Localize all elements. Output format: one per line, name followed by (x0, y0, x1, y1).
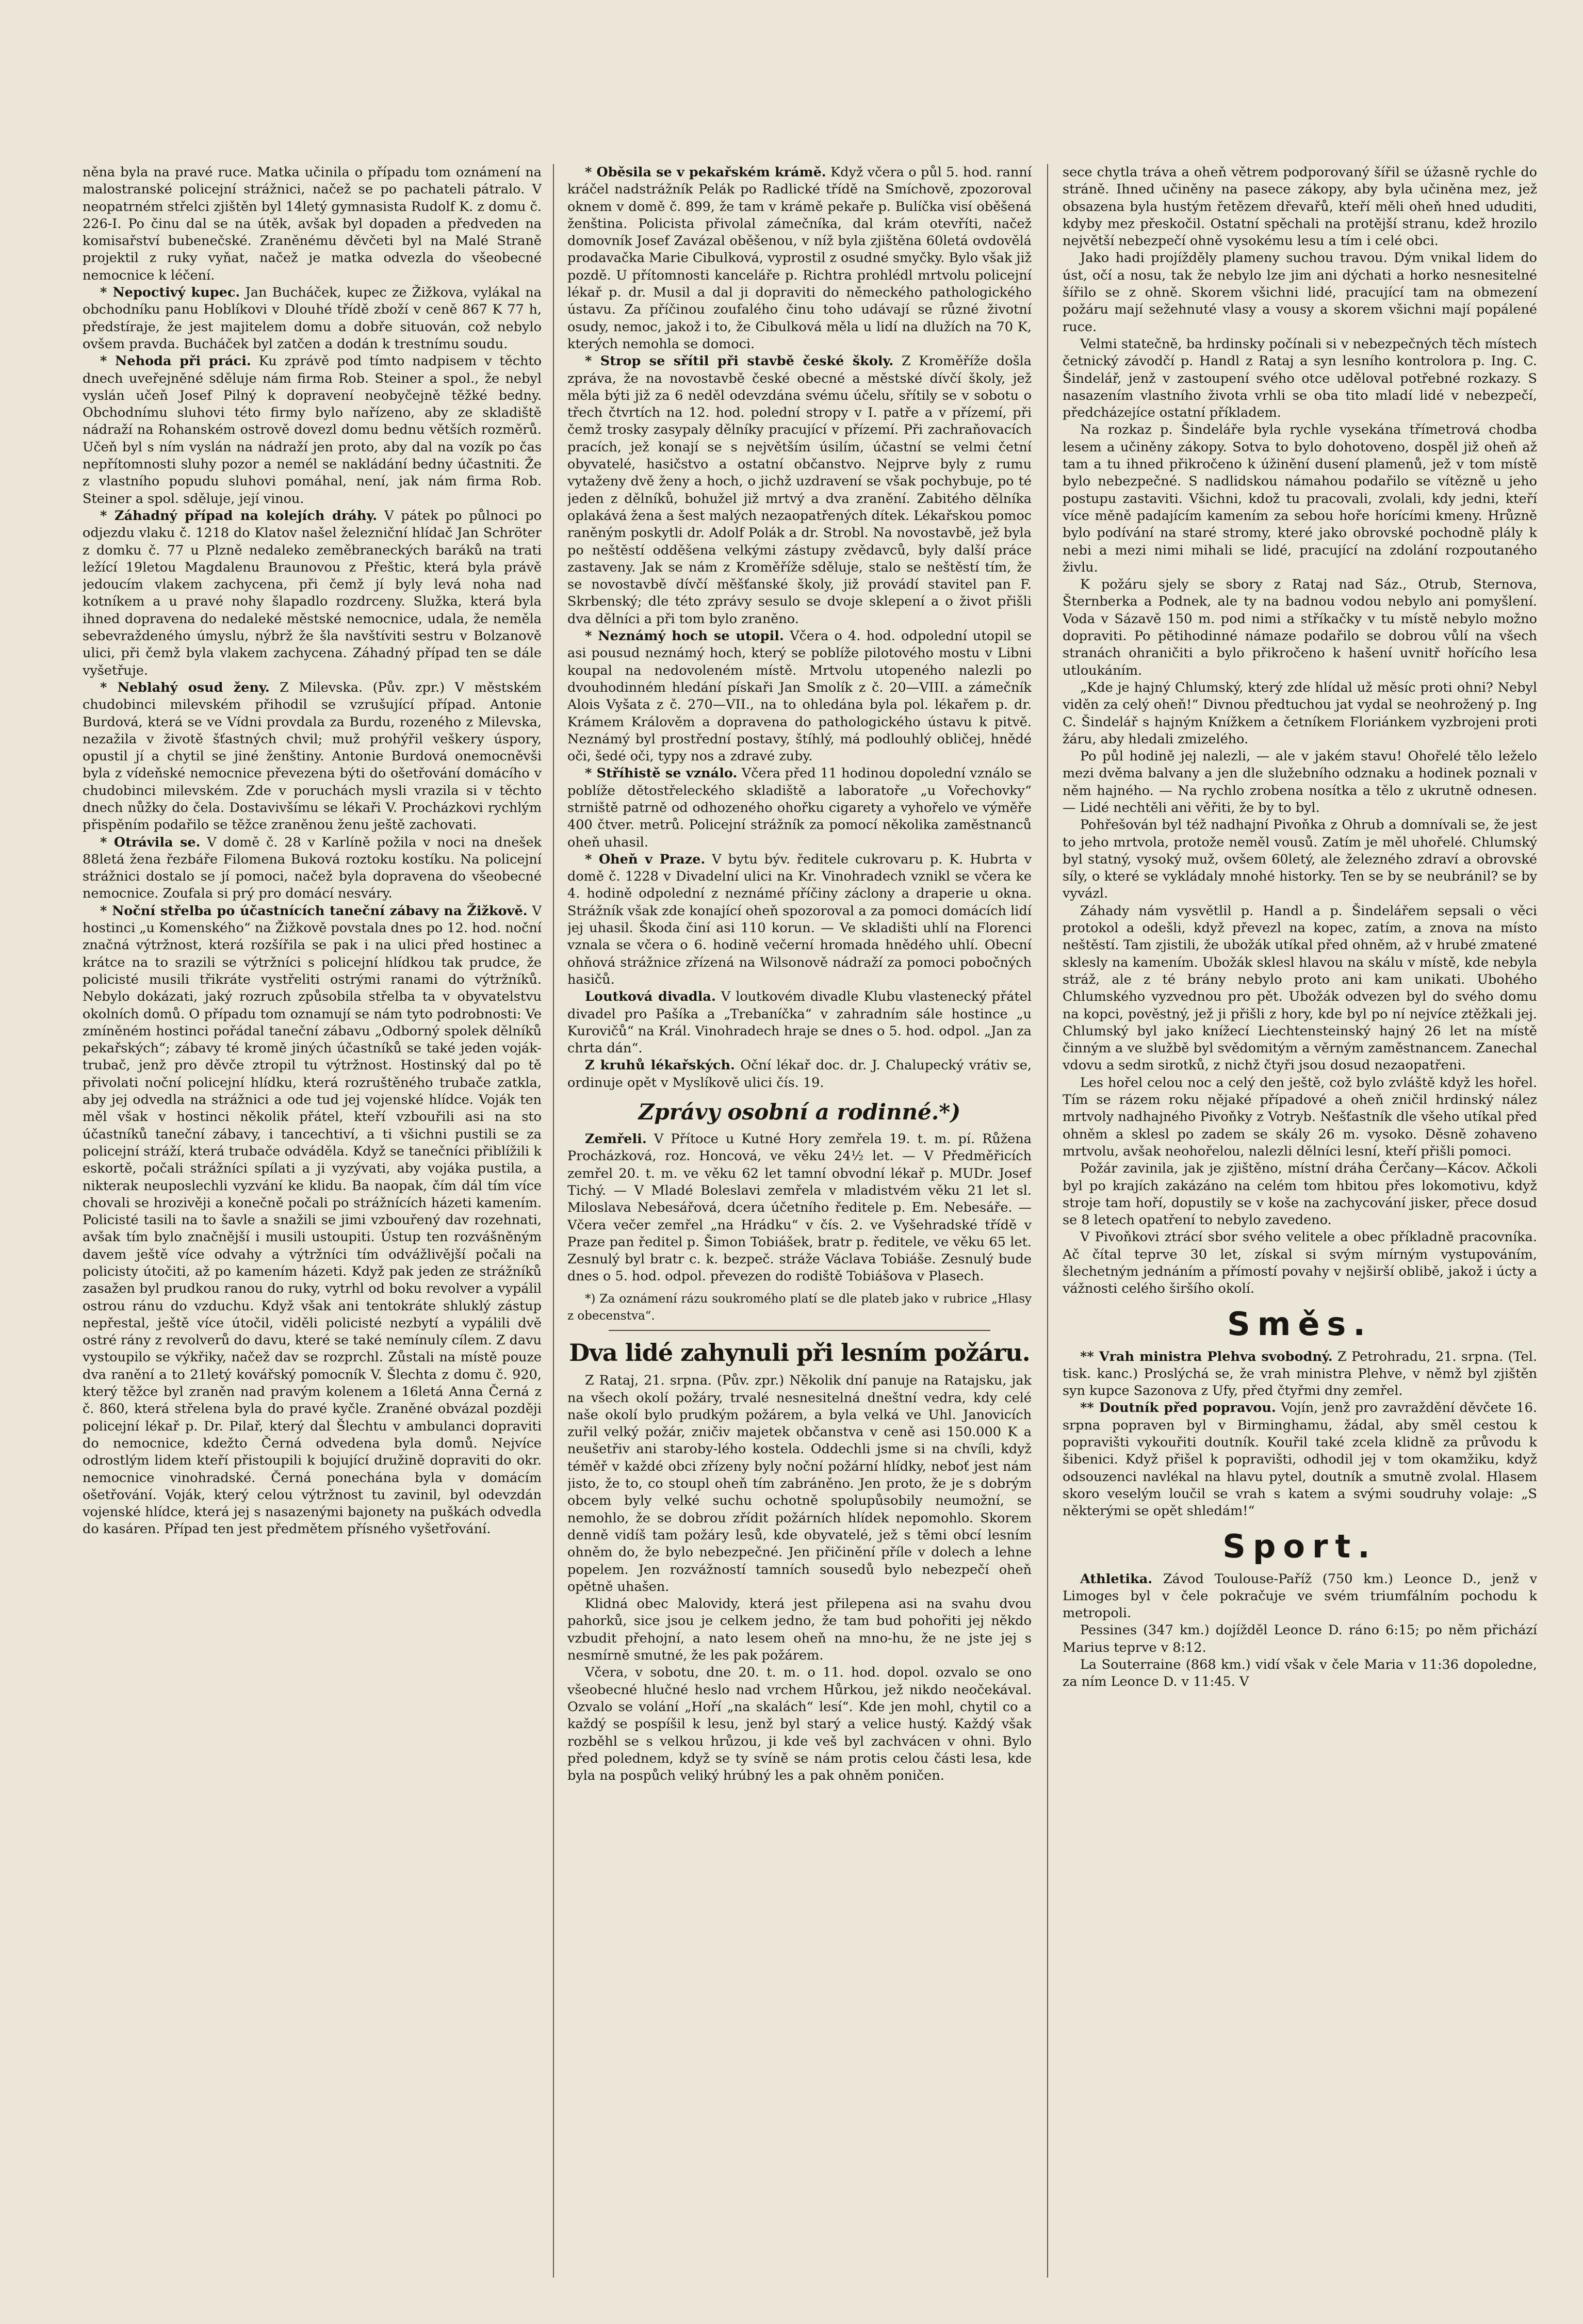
news-headline: Zemřeli. (585, 1131, 647, 1147)
news-headline: * Stříhistě se vználo. (585, 766, 738, 782)
article-paragraph: Po půl hodině jej nalezli, — ale v jakém stavu! Ohořelé tělo leželo mezi dvěma balvany a jen dle služebního odznaku a hodinek poznali v něm hajného. — Na rychlo zrobena nosítka a tělo z ukrutně odnesen. — Lidé nechtěli ani věřiti, že by to byl. (1063, 749, 1537, 816)
news-item (567, 1057, 1032, 1092)
news-headline: * Noční střelba po účastnících taneční zábavy na Žižkově. (100, 903, 528, 919)
news-body: V bytu býv. ředitele cukrovaru p. K. Hubrta v domě č. 1228 v Divadelní ulici na Kr. Vinohradech vznikl se včera ke 4. hodině odpolední z neznámé příčiny záclony a draperie u okna. Strážník však zde konající oheň spozoroval a za pomoci domácích lidí jej uhasil. Škoda činí asi 110 korun. — Ve skladišti uhlí na Florenci vznala se včera o 6. hodině večerní hromada hnědého uhlí. Obecní ohňová strážnice zřízená na Wilsonově nádraží za pomoci pobočných hasičů. (567, 851, 1032, 987)
article-paragraph: Jako hadi projížděly plameny suchou travou. Dým vnikal lidem do úst, očí a nosu, tak že nebylo lze jim ani dýchati a horko nesnesitelné šířilo se z ohně. Skorem všichni lidé, pracující tam na obmezení požáru mají sežehnuté vlasy a vousy a skorem všichni mají popálené ruce. (1063, 250, 1537, 335)
news-body: V domě č. 28 v Karlíně požila v noci na dnešek 88letá žena řezbáře Filomena Buková roztoku kostíku. Na policejní strážnici dostalo se jí pomoci, načež byla dopravena do všeobecné nemocnice. Zoufala si prý pro domácí nesváry. (83, 834, 542, 902)
news-headline: * Neblahý osud ženy. (100, 679, 270, 695)
article-paragraph: K požáru sjely se sbory z Rataj nad Sáz., Otrub, Sternova, Šternberka a Podnek, ale ty na badnou vodou nebylo ani pomyšlení. Voda v Sázavě 150 m. pod nimi a stříkačky v tu místě nebylo možno dopraviti. Po pětihodinné námaze podařilo se dobrou vůlí na všech stranách ohraničiti a bylo přikročeno k hašení uvnitř hořícího lesa utloukáním. (1063, 577, 1537, 678)
article-paragraph: Velmi statečně, ba hrdinsky počínali si v nebezpečných těch místech četnický závodčí p. Handl z Rataj a syn lesního kontrolora p. Ing. C. Šindelář, jenž v zastoupení svého otce uděloval potřebné rozkazy. S nasazením vlastního života vrhli se oba tito mladí lidé v nebezpečí, předcházejíce ostatní příkladem. (1063, 336, 1537, 421)
news-body: Včera o 4. hod. odpolední utopil se asi pousud neznámý hoch, který se poblíže pilotového mostu v Libni koupal na nedovoleném místě. Mrtvolu utopeného nalezli po dvouhodinném hledání pískaři Jan Smolík z č. 20—VIII. a zámečník Alois Vyšata z č. 270—VII., na to ohledána byla pol. lékařem p. dr. Krámem Králověm a dopravena do pathologického ústavu k pitvě. Neznámý byl prostřední postavy, štíhlý, má podlouhlý obličej, hnědé oči, šedé oči, typy nos a zdravé zuby. (567, 628, 1032, 765)
news-item (1063, 1400, 1537, 1520)
article-paragraph: Požár zavinila, jak je zjištěno, místní dráha Čerčany—Kácov. Ačkoli byl po krajích zakázáno na celém tom hbitou přes lokomotivu, když stroje tam hoří, dopustily se v koše na zachycování jisker, přece dosud se 8 letech opatření to nebylo zavedeno. (1063, 1161, 1537, 1228)
article-paragraph: „Kde je hajný Chlumský, který zde hlídal už měsíc proti ohni? Nebyl viděn za celý oheň!“ Divnou předtuchou jat vydal se neohrožený p. Ing C. Šindelář s hajným Knížkem a četníkem Floriánkem vyzbrojeni proti žáru, aby hledali zmizelého. (1063, 679, 1537, 747)
article-paragraph: Pohřešován byl též nadhajní Pivoňka z Ohrub a domnívali se, že jest to jeho mrtvola, protože neměl vousů. Zatím je měl uhořelé. Chlumský byl statný, vysoký muž, ovšem 60letý, ale železného zdraví a obrovské síly, o které se vykládaly mnohé historky. Ten se by se neubránil? se by vyvázl. (1063, 817, 1537, 902)
article-paragraph: sece chytla tráva a oheň větrem podporovaný šířil se úžasně rychle do stráně. Ihned učiněny na pasece zákopy, aby byla učiněna mez, jež obsazena byla hustým řetězem dřevařů, kteří měli oheň hned ududiti, kdyby mez přeskočil. Ostatní spěchali na protější stranu, kdež hrozilo největší nebezpečí ohně vysokému lesu a tím i celé obci. (1063, 165, 1537, 249)
news-body: V hostinci „u Komenského“ na Žižkově povstala dnes po 12. hod. noční značná výtržnost, která rozšířila se pak i na ulici před hostinec a krátce na to srazili se výtržníci s policejní hlídkou tak prudce, že policisté musili třikráte vystřeliti ostrými ranami do výtržníků. Nebylo dokázati, jaký rozruch způsobila střelba ta v obyvatelstvu okolních domů. O případu tom oznamují se nám tyto podrobnosti: Ve zmíněném hostinci pořádal taneční zábavu „Odborný spolek dělníků pekařských“; zábavy té kromě jiných účastníků se také jeden voják-trubač, jenž pro děvče ztropil tu výtržnost. Hostinský dal po tě přivolati noční policejní hlídku, která rozruštěného trubače zatkla, aby jej odvedla na strážnici a ode tud jej vojenské hlídce. Voják ten měl však v hostinci několik přátel, kteří vzbouřili asi na sto účastníků taneční zábavy, i tancechtiví, a ti všichni pustili se za policejní stráží, která trubače odváděla. Když se tanečníci přiblížili k eskortě, počali strážníci spílati a ji vyzývati, aby vojáka pustila, a nikterak neuposlechli vyzvání ke klidu. Ba naopak, čím dál tím více chovali se hrozivěji a konečně počali po strážnících házeti kamením. Policisté tasili na to šavle a snažili se jimi vzbouřený dav rozehnati, avšak tím bylo značnější i musili ustoupiti. Ústup ten rozvášněným davem ještě více odvahy a výtržníci tím odvážlivější počali na policisty útočiti, až po kamením házeti. Když pak jeden ze strážníků zasažen byl prudkou ranou do ruky, vytrhl od boku revolver a vypálil ostrou ránu do vzduchu. Když však ani tentokráte shluklý zástup nepřestal, ještě více útočil, viděli policisté nezbytí a vypálili dvě ostré rány z revolverů do davu, které se také nemínuly cílem. Z davu vystoupilo se výkřiky, načež dav se rozprchl. Zůstali na místě pouze dva ranění a to 21letý kovářský pomocník V. Šlechta z domu č. 920, který těžce byl zraněn nad pravým kolenem a 16letá Anna Černá z č. 860, která střelena byla do pravé kyčle. Zraněné obvázal později policejní lékař p. Dr. Pilař, který dal Šlechtu v ambulanci dopraviti do nemocnice, kdežto Černá odvedena byla domů. Nejvíce odrostlým lidem kteří přistoupili k bojující družině dopraviti do okr. nemocnice vinohradské. Černá ponechána byla v domácím ošetřování. Voják, který celou výtržnost tu zavinil, byl odevzdán vojenské hlídce, která jej s nasazenými bajonety na puškách odvedla do kasáren. Případ ten jest předmětem přísného vyšetřování. (83, 903, 542, 1537)
news-body: Závod Toulouse-Paříž (750 km.) Leonce D., jenž v Limoges byl v čele pokračuje ve svém triumfálním pochodu k metropoli. (1063, 1571, 1537, 1621)
news-item (83, 679, 542, 834)
news-body: Oční lékař doc. dr. J. Chalupecký vrátiv se, ordinuje opět v Myslíkově ulici čís. 19. (567, 1058, 1032, 1091)
news-body: V pátek po půlnoci po odjezdu vlaku č. 1218 do Klatov našel železniční hlídač Jan Schröter z domku č. 77 u Plzně nedaleko zeměbraneckých baráků na trati ležící 19letou Magdalenu Braunovou z Přeštic, která byla právě jedoucím vlakem zachycena, při čemž jí byly levá noha nad kotníkem a u pravé nohy šlapadlo rozdrceny. Služka, která byla ihned dopravena do nedaleké městské nemocnice, udala, že neměla sebevraždeného úmyslu, nýbrž že šla navštíviti sestru v Bolzanově ulici, při čemž byla vlakem zachycena. Záhadný případ ten se dále vyšetřuje. (83, 508, 542, 678)
news-item (83, 508, 542, 679)
news-headline: * Oběsila se v pekařském krámě. (585, 165, 826, 180)
news-headline: * Otrávila se. (100, 834, 201, 850)
article-paragraph: V Pivoňkovi ztrácí sbor svého velitele a obec příkladně pracovníka. Ač čítal teprve 30 let, získal si svým mírným vystupováním, šlechetným jednáním a přímostí povahy v nejširší oblibě, jakož i úcty a vážnosti celého širšího okolí. (1063, 1229, 1537, 1297)
news-body: Když včera o půl 5. hod. ranní kráčel nadstrážník Pelák po Radlické třídě na Smíchově, zpozoroval oknem v domě č. 899, že tam v krámě pekaře p. Bulíčka visí oběšená ženština. Policista přivolal zámečníka, dal krám otevříti, načež domovník Josef Zavázal oběšenou, v níž byla zjištěna 60letá ovdovělá prodavačka Marie Cibulková, vyprostil z osudné smyčky. Bylo však již pozdě. U přítomnosti kanceláře p. Richtra prohlédl mrtvolu policejní lékař p. dr. Musil a dal ji dopraviti do německého pathologického ústavu. Za příčinou zoufalého činu toho udávají se různé životní osudy, nemoc, jakož i to, že Cibulková měla u lidí na dlužích na 70 K, kterých nemohla se domoci. (567, 165, 1032, 352)
news-item (567, 164, 1032, 353)
news-item (83, 903, 542, 1538)
article-paragraph: něna byla na pravé ruce. Matka učinila o případu tom oznámení na malostranské policejní strážnici, načež se po pachateli pátralo. V neopatrném střelci zjištěn byl 14letý gymnasista Rudolf K. z domu č. 226-I. Po činu dal se na útěk, avšak byl dopaden a předveden na komisařství bubenečské. Zraněnému děvčeti byl na Malé Straně projektil z ruky vyňat, načež je matka odvezla do všeobecné nemocnice k léčení. (83, 165, 542, 283)
news-headline: Athletika. (1080, 1571, 1153, 1587)
news-body: V Přítoce u Kutné Hory zemřela 19. t. m. pí. Růžena Procházková, roz. Honcová, ve věku 24½ let. — V Předměřicích zemřel 20. t. m. ve věku 62 let tamní obvodní lékař p. MUDr. Josef Tichý. — V Mladé Boleslavi zemřela v mladistvém věku 21 let sl. Miloslava Nebesářová, dcera účetního ředitele p. Em. Nebesáře. — Včera večer zemřel „na Hrádku“ v čís. 2. ve Vyšehradské třídě v Praze pan ředitel p. Šimon Tobiášek, bratr p. ředitele, ve věku 65 let. Zesnulý byl bratr c. k. bezpeč. stráže Václava Tobiáše. Zesnulý bude dnes o 5. hod. odpol. převezen do rodiště Tobiášova v Plasech. (567, 1131, 1032, 1285)
news-item (1063, 1348, 1537, 1400)
news-headline: Loutková divadla. (585, 989, 716, 1005)
news-headline: * Nepoctivý kupec. (100, 285, 240, 301)
news-headline: * Nehoda při práci. (100, 353, 251, 369)
column-middle (567, 164, 1032, 2278)
news-body: Z Milevska. (Pův. zpr.) V městském chudobinci milevském přihodil se vzrušující případ. Antonie Burdová, která se ve Vídni provdala za Burdu, rozeného z Milevska, nezažila v životě šťastných chvil; muž prohýřil veškery úspory, opustil jí a chytil se jiné ženštiny. Antonie Burdová onemocněvši byla z vídeňské nemocnice převezena býti do ošetřování domácího v chudobinci milevském. Zde v poruchách mysli vrazila si v těchto dnech nůžky do čela. Dostavivšímu se lékaři V. Procházkovi rychlým přispěním podařilo se těžce zraněnou ženu ještě zachovati. (83, 679, 542, 833)
article-paragraph: La Souterraine (868 km.) vidí však v čele Maria v 11:36 dopoledne, za ním Leonce D. v 11:45. V (1063, 1657, 1537, 1690)
news-headline: ** Doutník před popravou. (1080, 1400, 1276, 1416)
article-paragraph: Záhady nám vysvětlil p. Handl a p. Šindelářem sepsali o věci protokol a odešli, když převezl na kopec, zatím, a znova na místo neštěstí. Tam zjistili, že ubožák utíkal před ohněm, až v hrubé zmatené sklesly na kamením. Ubožák sklesl hlavou na skálu v místě, kde nebyla stráž, ale z té brány nebylo proto ani kam unikati. Ubohého Chlumského vyzvednou pro pět. Ubožák odvezen byl do svého domu na kopci, pověstný, jež ji přišli z hory, kde byl po ní nejvíce ztěžkali jej. Chlumský byl jako knížecí Liechtensteinský hajný 26 let na místě činným a ve službě byl svědomitým a věrným zaměstnancem. Zanechal vdovu a sedm sirotků, z nichž čtyři jsou dosud nezaopatřeni. (1063, 903, 1537, 1074)
news-headline: * Neznámý hoch se utopil. (585, 628, 784, 644)
news-body: Ku zprávě pod tímto nadpisem v těchto dnech uveřejněné sděluje nám firma Rob. Steiner a spol., že nebyl vyslán učeň Josef Pilný k dopravení neobyčejně těžké bedny. Obchodnímu sluhovi této firmy bylo nařízeno, aby ze skladiště nádraží na Rohanském ostrově dovezl domu bednu větších rozměrů. Učeň byl s ním vyslán na nádraží jen proto, aby dal na vozík po čas nepřítomnosti sluhy pozor a nemél se nakládání bedny účastniti. Že z vlastního popudu sluhovi pomáhal, není, jak nám firma Rob. Steiner a spol. sděluje, její vinou. (83, 353, 542, 507)
article-paragraph: Z Rataj, 21. srpna. (Pův. zpr.) Několik dní panuje na Ratajsku, jak na všech okolí požáry, trvalé nesnesitelná dneštní vedra, kdy celé naše okolí bylo prudkým požárem, a byla velká ve Uhl. Janovicích zuřil velký požár, zničiv majetek občanstva v ceně asi 150.000 K a neušetřiv ani staroby-lého kostela. Oddechli jsme si na chvíli, když téměř v každé obci zřízeny byly noční požární hlídky, neboť jest nám jisto, že to, co stoupl oheň tím zabráněno. Jen proto, že je s dobrým obcem byly velké suchu ochotně spolupůsobily neumožní, se nemohlo, že se dobrou zřídit požárních hlídek nepomohlo. Skorem denně vidíš tam požáry lesů, kde obyvatelé, jež s těmi obcí lesním ohněm do, že bylo nebezpečné. Jen přičinění příle v dolech a lehne popelem. Jen rozvážností tamních sousedů bylo nebezpečí oheň opětně uhašen. (567, 1373, 1032, 1595)
section-heading-sport: Sport. (1222, 1527, 1377, 1565)
news-item (567, 1131, 1032, 1286)
section-divider (609, 1330, 990, 1331)
news-item (83, 284, 542, 353)
news-body: V loutkovém divadle Klubu vlastenecký přátel divadel pro Pašíka a „Trebaníčka“ v zahradním sále hostince „u Kurovičů“ na Král. Vinohradech hraje se dnes o 5. hod. odpol. „Jan za chrta dán“. (567, 989, 1032, 1057)
article-paragraph: Klidná obec Malovidy, která jest přilepena asi na svahu dvou pahorků, sice jsou je celkem jedno, že tam bud pohořiti jej někdo vzbudit přehojní, a nato lesem oheň na mno-hu, že ne jste jej s nesmírně smutné, že les pak požárem. (567, 1596, 1032, 1664)
news-headline: * Oheň v Praze. (585, 851, 706, 867)
news-body: Vojín, jenž pro zavraždění děvčete 16. srpna popraven byl v Birminghamu, žádal, aby směl cestou k popravišti vykouřiti doutník. Kouřil také zcela klidně za průvodu k šibenici. Když přišel k popravišti, odhodil jej v tom okamžiku, když odsouzenci navlékal na hlavu pytel, doutník a smutně zvolal. Hlasem skoro veselým loučil se vrah s katem a svými soudruhy volaje: „S některými se opět shledám!“ (1063, 1400, 1537, 1519)
news-item (1063, 1571, 1537, 1622)
news-body: Včera před 11 hodinou dopolední vználo se poblíže dětostřeleckého skladiště a laboratoře „u Vořechovky“ strniště patrně od odhozeného ohořku cigarety a vyhořelo ve výměře 400 čtver. metrů. Policejní strážník za pomocí několika zaměstnanců oheň uhasil. (567, 766, 1032, 850)
article-paragraph: Pessines (347 km.) dojížděl Leonce D. ráno 6:15; po něm přichází Marius teprve v 8:12. (1063, 1622, 1537, 1655)
column-divider (1047, 164, 1048, 2278)
column-right (1063, 164, 1537, 2278)
news-body: Z Petrohradu, 21. srpna. (Tel. tisk. kanc.) Proslýchá se, že vrah ministra Plehve, v němž byl zjištěn syn kupce Sazonova z Ufy, před čtyřmi dny zemřel. (1063, 1348, 1537, 1399)
news-item (567, 628, 1032, 765)
section-heading-miscellany: Směs. (1227, 1305, 1373, 1343)
news-headline: ** Vrah ministra Plehva svobodný. (1080, 1348, 1333, 1364)
column-divider (553, 164, 554, 2278)
news-headline: * Záhadný případ na kolejích dráhy. (100, 508, 378, 524)
news-item (83, 353, 542, 508)
news-body: Z Kroměříže došla zpráva, že na novostavbě české obecné a městské dívčí školy, jež měla býti již za 6 neděl odevzdána svému účelu, sřítily se v sobotu o třech čtvrtích na 12. hod. polední stropy v I. patře a v přízemí, při čemž trosky zasypaly dělníky pracující v přízemí. Při zachraňovacích pracích, jež konají se s největším úsilím, účastní se velmi četní obyvatelé, hasičstvo a ostatní občanstvo. Nejprve byly z rumu vytaženy dvě ženy a hoch, o jichž uzdravení se však pochybuje, po té jeden z dělníků, bohužel již mrtvý a dva zranění. Zabitého dělníka oplakává žena a šest malých nezaopatřených dítek. Lékařskou pomoc raněným poskytli dr. Adolf Polák a dr. Strobl. Na novostavbě, jež byla po neštěstí odděšena velkými zástupy zvědavců, byly další práce zastaveny. Jak se nám z Kroměříže sděluje, stalo se neštěstí tím, že se novostavbě dívčí měšťanské školy, již provádí stavitel pan F. Skrbenský; dle této zprávy sesulo se dvoje sklepení a o život přišli dva dělníci a při tom bylo zraněno. (567, 353, 1032, 627)
column-left (83, 164, 542, 2278)
footnote: *) Za oznámení rázu soukromého platí se dle plateb jako v rubrice „Hlasy z obecenstva“. (567, 1292, 1032, 1323)
news-item (567, 988, 1032, 1057)
news-item (567, 851, 1032, 988)
article-paragraph: Včera, v sobotu, dne 20. t. m. o 11. hod. dopol. ozvalo se ono všeobecné hlučné heslo nad vrchem Hůrkou, jež nikdo neočekával. Ozvalo se volání „Hoří „na skalách“ lesí“. Kde jen mohl, chytil co a každý se pospíšil k lesu, jenž byl starý a velice hustý. Každý však rozběhl se s velkou hrůzou, ji kde veš byl zachvácen v ohni. Bylo před polednem, když se ty svíně se nám protis celou části lesa, kde byla na pospůch veliký hrúbný les a pak ohněm poničen. (567, 1665, 1032, 1784)
news-item (567, 353, 1032, 628)
article-paragraph: Na rozkaz p. Šindeláře byla rychle vysekána třímetrová chodba lesem a učiněny zákopy. Sotva to bylo dohotoveno, dospěl již oheň až tam a tu ihned přikročeno k úžinění dusení plamenů, jež v tom místě bylo nebezpečné. S nadlidskou námahou podařilo se vítězně u jeho postupu zastaviti. Všichni, kdož tu pracovali, zvolali, kdy jedni, kteří více měně padajícím kamením za sebou hoře horícími kmeny. Hrůzně bylo podívání na staré stromy, které jako obrovské pochodně plály k nebi a mezi nimi mihali se lidé, pracující na zdolání rozpoutaného živlu. (1063, 422, 1537, 575)
section-heading-personal-news: Zprávy osobní a rodinné.*) (638, 1099, 961, 1125)
news-headline: * Strop se sřítil při stavbě české školy. (585, 353, 894, 369)
article-paragraph: Les hořel celou noc a celý den ještě, což bylo zvláště když les hořel. Tím se rázem roku nějaké případové a oheň zničil hrdinský nález mrtvoly nadhajného Pivoňky z Votryb. Nešťastník dle všeho utíkal před ohněm a sklesl po zadem se skály 26 m. vysoko. Děsně zohaveno mrtvolu, avšak neohořelou, nalezli dělníci lesní, kteří přišli pomoci. (1063, 1075, 1537, 1159)
news-item (567, 765, 1032, 851)
news-item (83, 834, 542, 903)
article-headline-forest-fire: Dva lidé zahynuli při lesním požáru. (569, 1339, 1030, 1367)
news-body: Jan Bucháček, kupec ze Žižkova, vylákal na obchodníku panu Hoblíkovi v Dlouhé třídě zboží v ceně 867 K 77 h, předstíraje, že jest majitelem domu a dobře situován, což nebylo ovšem pravda. Bucháček byl zatčen a dodán k trestnímu soudu. (83, 285, 542, 352)
news-headline: Z kruhů lékařských. (585, 1058, 735, 1074)
